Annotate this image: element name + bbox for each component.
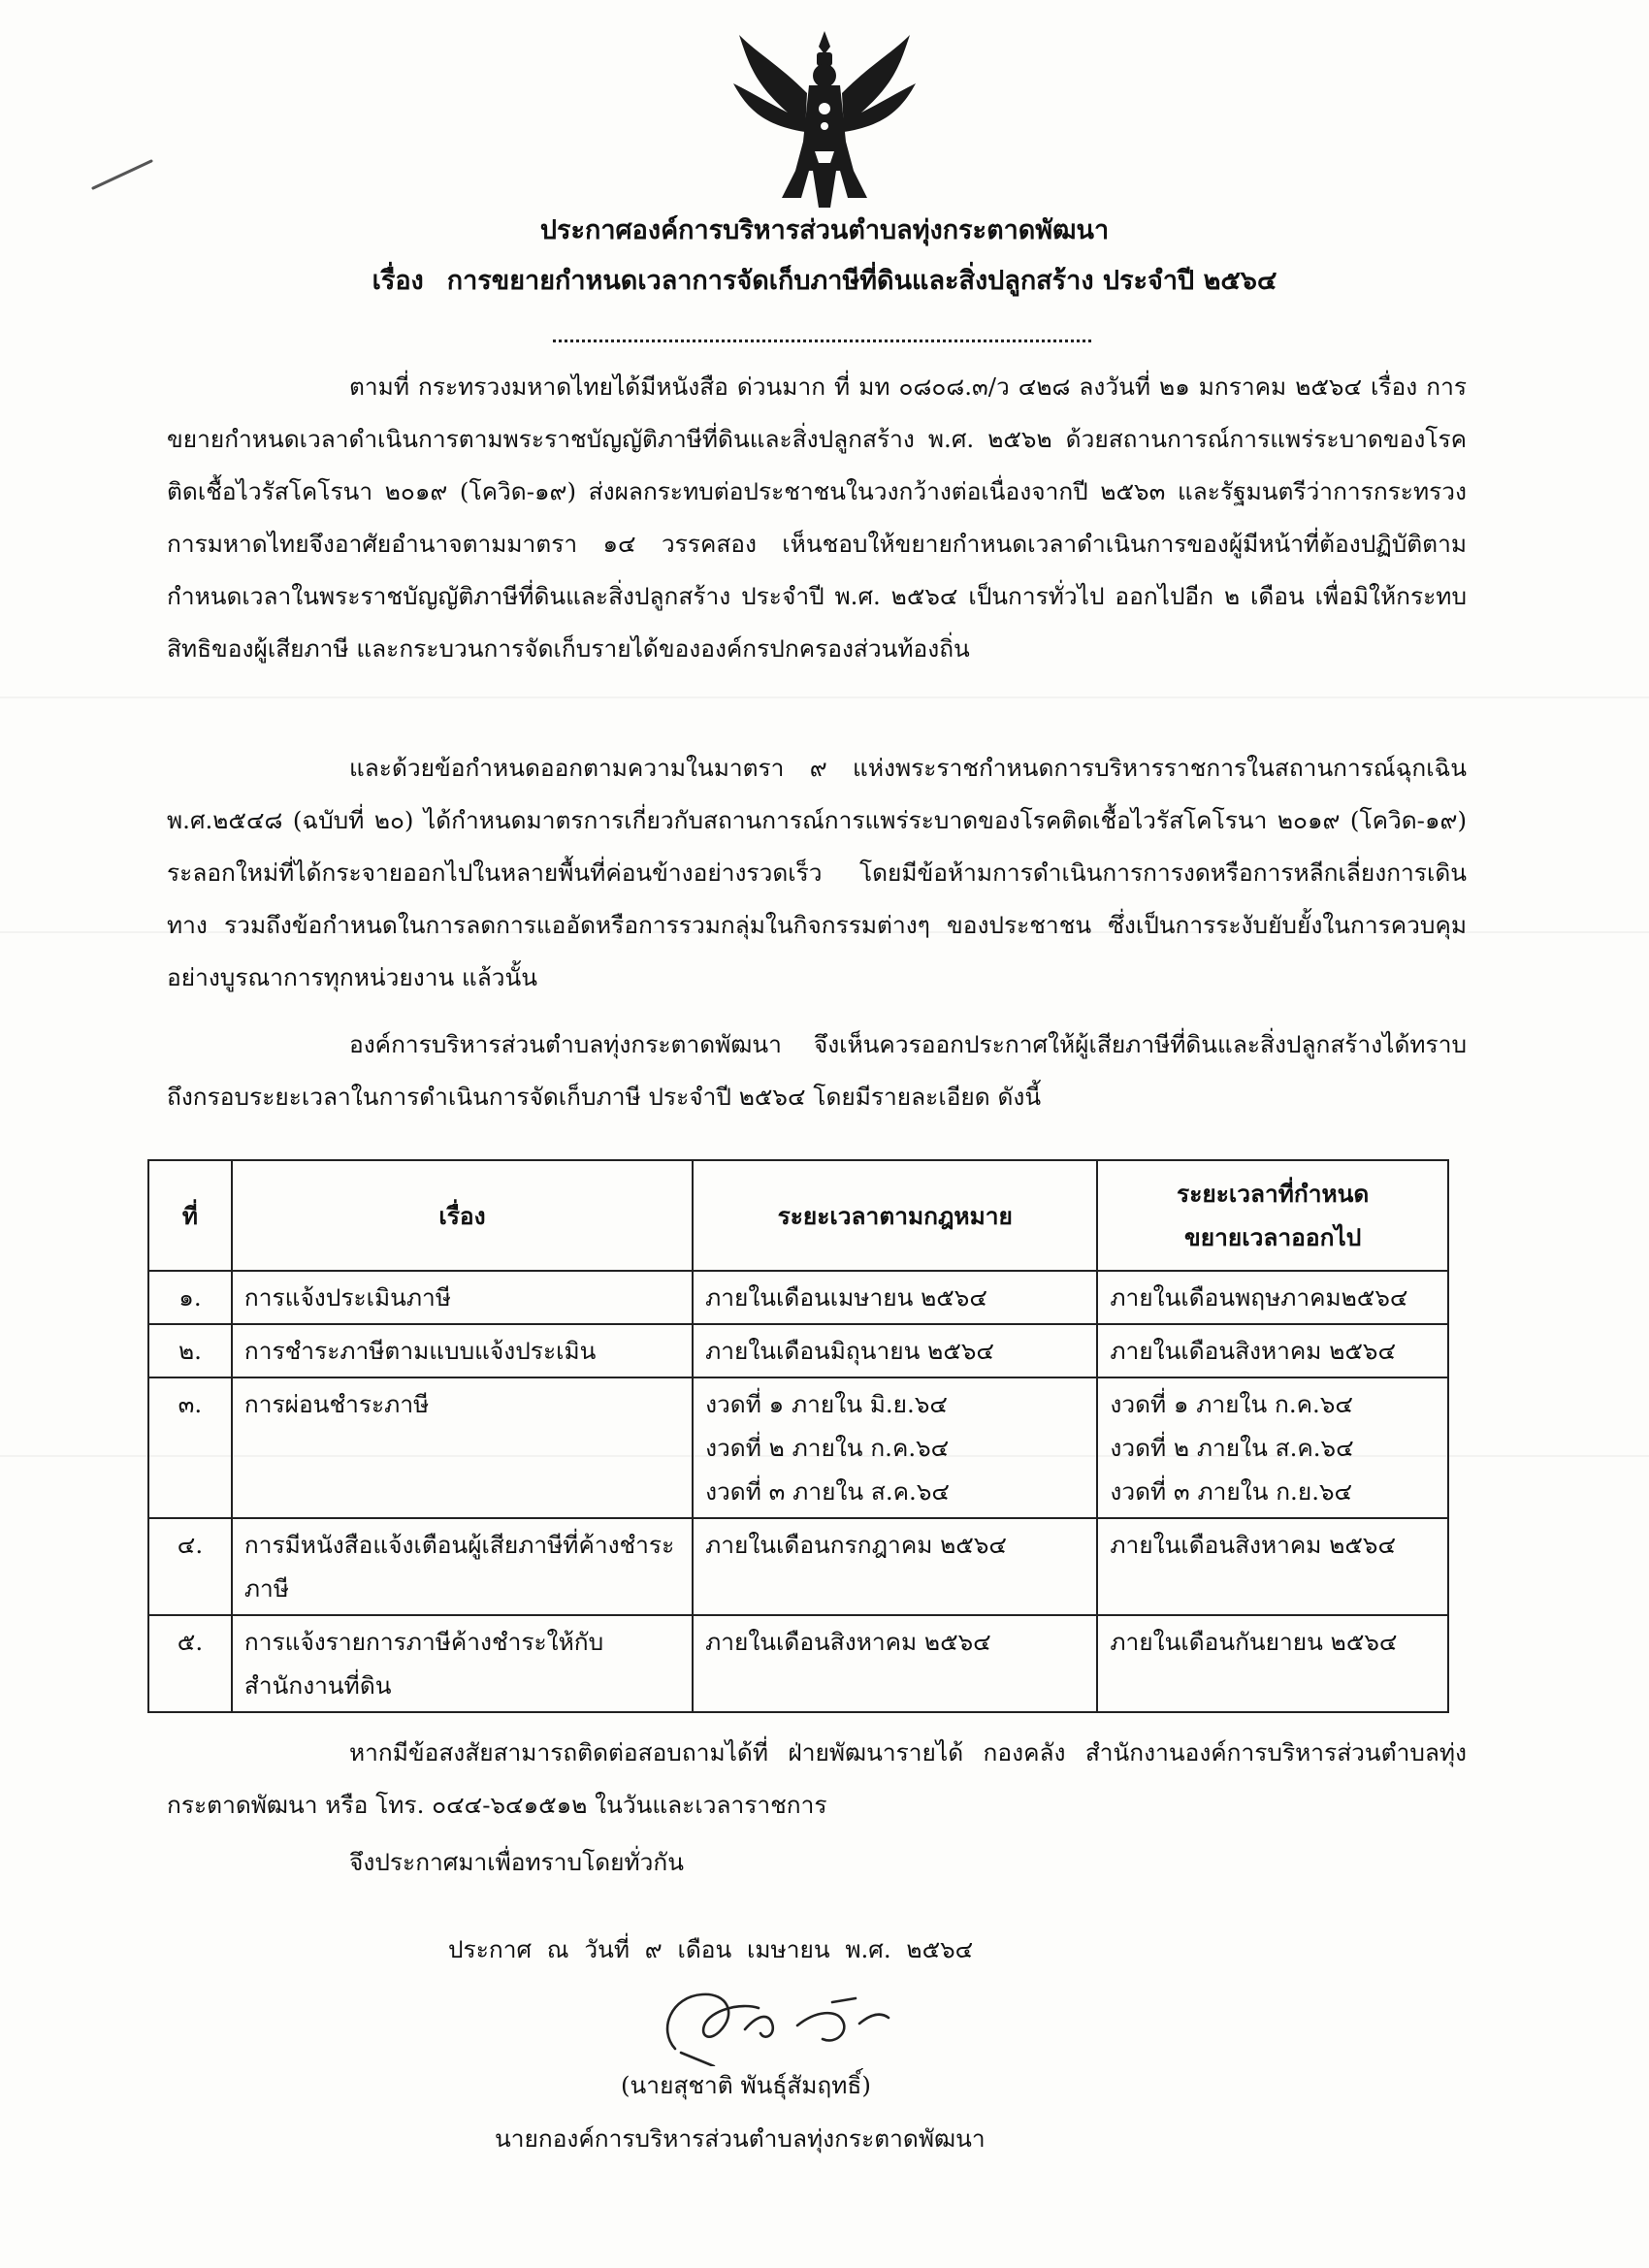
row-number: ๔. — [148, 1518, 232, 1615]
table-row — [148, 1271, 1448, 1324]
signatory-name: (นายสุชาติ พันธุ์สัมฤทธิ์) — [621, 2071, 871, 2099]
row-legal-period: ภายในเดือนเมษายน ๒๕๖๔ — [693, 1271, 1097, 1324]
pen-mark — [89, 155, 157, 194]
row-extended-period: ภายในเดือนสิงหาคม ๒๕๖๔ — [1097, 1324, 1448, 1377]
handwritten-signature — [652, 1981, 943, 2066]
row-extended-period: ภายในเดือนสิงหาคม ๒๕๖๔ — [1097, 1518, 1448, 1615]
title-dotted-rule — [553, 340, 1091, 342]
schedule-table — [147, 1159, 1449, 1713]
row-extended-period: ภายในเดือนพฤษภาคม๒๕๖๔ — [1097, 1271, 1448, 1324]
row-topic: การแจ้งรายการภาษีค้างชำระให้กับสำนักงานที่ดิน — [232, 1615, 693, 1712]
paragraph-3: องค์การบริหารส่วนตำบลทุ่งกระตาดพัฒนา จึงเห็นควรออกประกาศให้ผู้เสียภาษีที่ดินและสิ่งปลูกสร้างได้ทราบถึงกรอบระยะเวลาในการดำเนินการจัดเก็บภาษี ประจำปี ๒๕๖๔ โดยมีรายละเอียด ดังนี้ — [167, 1030, 1467, 1111]
row-topic: การผ่อนชำระภาษี — [232, 1377, 693, 1518]
row-topic: การชำระภาษีตามแบบแจ้งประเมิน — [232, 1324, 693, 1377]
column-header-extended-line-1: ระยะเวลาที่กำหนด — [1177, 1180, 1370, 1208]
row-legal-period: ภายในเดือนกรกฎาคม ๒๕๖๔ — [693, 1518, 1097, 1615]
installment-1: งวดที่ ๑ ภายใน ก.ค.๖๔ — [1110, 1390, 1353, 1418]
signatory-position: นายกองค์การบริหารส่วนตำบลทุ่งกระตาดพัฒนา — [495, 2124, 986, 2153]
row-topic: การมีหนังสือแจ้งเตือนผู้เสียภาษีที่ค้างชำระภาษี — [232, 1518, 693, 1615]
column-header-extended-period — [1097, 1160, 1448, 1271]
row-legal-period: ภายในเดือนมิถุนายน ๒๕๖๔ — [693, 1324, 1097, 1377]
contact-paragraph: หากมีข้อสงสัยสามารถติดต่อสอบถามได้ที่ ฝ่ายพัฒนารายได้ กองคลัง สำนักงานองค์การบริหารส่วนตำบลทุ่งกระตาดพัฒนา หรือ โทร. ๐๔๔-๖๔๑๕๑๒ ในวันและเวลาราชการ — [167, 1738, 1467, 1819]
table-row — [148, 1518, 1448, 1615]
row-extended-period — [1097, 1377, 1448, 1518]
row-topic: การแจ้งประเมินภาษี — [232, 1271, 693, 1324]
subject-prefix: เรื่อง — [372, 266, 424, 296]
table-row — [148, 1324, 1448, 1377]
installment-2: งวดที่ ๒ ภายใน ก.ค.๖๔ — [705, 1434, 950, 1462]
installment-2: งวดที่ ๒ ภายใน ส.ค.๖๔ — [1110, 1434, 1354, 1462]
installment-3: งวดที่ ๓ ภายใน ก.ย.๖๔ — [1110, 1477, 1353, 1506]
column-header-extended-line-2: ขยายเวลาออกไป — [1184, 1223, 1362, 1251]
document-subject — [0, 262, 1649, 301]
row-number: ๓. — [148, 1377, 232, 1518]
table-header-row — [148, 1160, 1448, 1271]
garuda-emblem-icon — [720, 25, 929, 211]
installment-1: งวดที่ ๑ ภายใน มิ.ย.๖๔ — [705, 1390, 948, 1418]
row-number: ๑. — [148, 1271, 232, 1324]
row-number: ๕. — [148, 1615, 232, 1712]
column-header-no: ที่ — [148, 1160, 232, 1271]
table-row — [148, 1615, 1448, 1712]
document-title: ประกาศองค์การบริหารส่วนตำบลทุ่งกระตาดพัฒนา — [539, 215, 1110, 245]
paragraph-2: และด้วยข้อกำหนดออกตามความในมาตรา ๙ แห่งพระราชกำหนดการบริหารราชการในสถานการณ์ฉุกเฉิน พ.ศ.๒๕๔๘ (ฉบับที่ ๒๐) ได้กำหนดมาตรการเกี่ยวกับสถานการณ์การแพร่ระบาดของโรคติดเชื้อไวรัสโคโรนา ๒๐๑๙ (โควิด-๑๙) ระลอกใหม่ที่ได้กระจายออกไปในหลายพื้นที่ค่อนข้างอย่างรวดเร็ว โดยมีข้อห้ามการดำเนินการการงดหรือการหลีกเลี่ยงการเดินทาง รวมถึงข้อกำหนดในการลดการแออัดหรือการรวมกลุ่มในกิจกรรมต่างๆ ของประชาชน ซึ่งเป็นการระงับยับยั้งในการควบคุมอย่างบูรณาการทุกหน่วยงาน แล้วนั้น — [167, 754, 1467, 991]
closing-line: จึงประกาศมาเพื่อทราบโดยทั่วกัน — [349, 1848, 685, 1876]
row-legal-period — [693, 1377, 1097, 1518]
column-header-topic: เรื่อง — [232, 1160, 693, 1271]
row-extended-period: ภายในเดือนกันยายน ๒๕๖๔ — [1097, 1615, 1448, 1712]
row-number: ๒. — [148, 1324, 232, 1377]
installment-3: งวดที่ ๓ ภายใน ส.ค.๖๔ — [705, 1477, 950, 1506]
subject-text: การขยายกำหนดเวลาการจัดเก็บภาษีที่ดินและสิ่งปลูกสร้าง ประจำปี ๒๕๖๔ — [446, 266, 1277, 296]
table-row — [148, 1377, 1448, 1518]
row-legal-period: ภายในเดือนสิงหาคม ๒๕๖๔ — [693, 1615, 1097, 1712]
column-header-legal-period: ระยะเวลาตามกฎหมาย — [693, 1160, 1097, 1271]
announcement-date: ประกาศ ณ วันที่ ๙ เดือน เมษายน พ.ศ. ๒๕๖๔ — [448, 1935, 974, 1963]
paragraph-1: ตามที่ กระทรวงมหาดไทยได้มีหนังสือ ด่วนมาก ที่ มท ๐๘๐๘.๓/ว ๔๒๘ ลงวันที่ ๒๑ มกราคม ๒๕๖๔ เรื่อง การขยายกำหนดเวลาดำเนินการตามพระราชบัญญัติภาษีที่ดินและสิ่งปลูกสร้าง พ.ศ. ๒๕๖๒ ด้วยสถานการณ์การแพร่ระบาดของโรคติดเชื้อไวรัสโคโรนา ๒๐๑๙ (โควิด-๑๙) ส่งผลกระทบต่อประชาชนในวงกว้างต่อเนื่องจากปี ๒๕๖๓ และรัฐมนตรีว่าการกระทรวงการมหาดไทยจึงอาศัยอำนาจตามมาตรา ๑๔ วรรคสอง เห็นชอบให้ขยายกำหนดเวลาดำเนินการของผู้มีหน้าที่ต้องปฏิบัติตามกำหนดเวลาในพระราชบัญญัติภาษีที่ดินและสิ่งปลูกสร้าง ประจำปี พ.ศ. ๒๕๖๔ เป็นการทั่วไป ออกไปอีก ๒ เดือน เพื่อมิให้กระทบสิทธิของผู้เสียภาษี และกระบวนการจัดเก็บรายได้ขององค์กรปกครองส่วนท้องถิ่น — [167, 373, 1467, 663]
